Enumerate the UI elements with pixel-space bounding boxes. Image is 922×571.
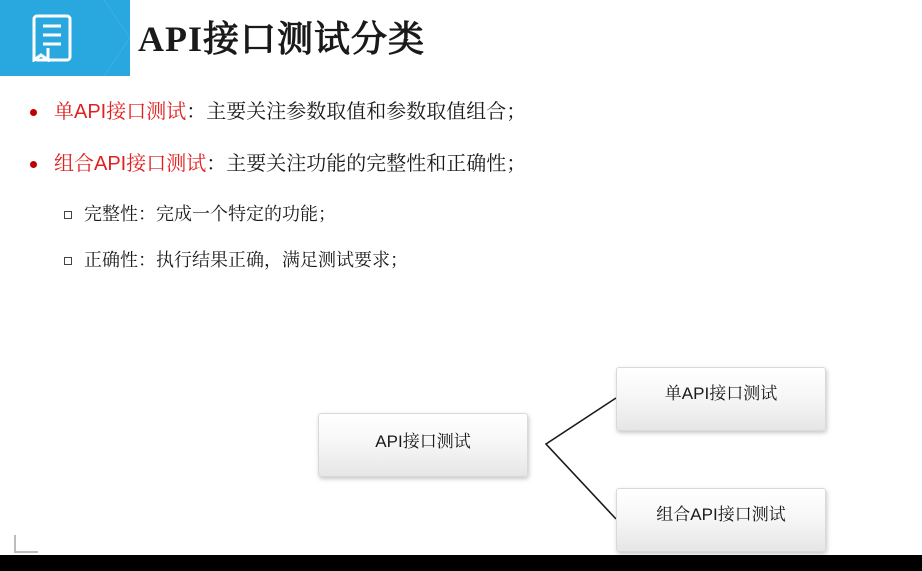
bullet-dot-icon bbox=[30, 161, 37, 168]
bullet-text: ：主要关注参数取值和参数取值组合； bbox=[186, 101, 527, 123]
page-title: API接口测试分类 bbox=[138, 19, 425, 59]
list-item bbox=[0, 96, 922, 128]
bullet-term: 组合API接口测试 bbox=[54, 153, 207, 175]
bullet-text: 正确性：执行结果正确，满足测试要求； bbox=[84, 250, 408, 270]
bullet-term: 单API接口测试 bbox=[54, 101, 187, 123]
diagram-node-combined-api bbox=[616, 488, 826, 552]
letterbox-strip bbox=[0, 555, 922, 571]
bullet-square-icon bbox=[64, 211, 72, 219]
list-item bbox=[0, 246, 922, 274]
bullet-list bbox=[0, 96, 922, 292]
bullet-text: ：主要关注功能的完整性和正确性； bbox=[206, 153, 527, 175]
bullet-dot-icon bbox=[30, 109, 37, 116]
diagram-node-single-api bbox=[616, 367, 826, 431]
diagram-node-root bbox=[318, 413, 528, 477]
corner-mark bbox=[14, 535, 38, 553]
diagram-node-label: 单API接口测试 bbox=[664, 383, 778, 403]
slide-header bbox=[0, 0, 922, 76]
diagram bbox=[0, 340, 922, 571]
header-badge-arrow bbox=[104, 0, 130, 76]
list-item bbox=[0, 200, 922, 228]
diagram-node-label: API接口测试 bbox=[375, 431, 471, 451]
diagram-node-label: 组合API接口测试 bbox=[656, 504, 786, 524]
bullet-square-icon bbox=[64, 257, 72, 265]
bullet-text: 完整性：完成一个特定的功能； bbox=[84, 204, 336, 224]
book-icon bbox=[31, 14, 73, 62]
list-item bbox=[0, 148, 922, 180]
